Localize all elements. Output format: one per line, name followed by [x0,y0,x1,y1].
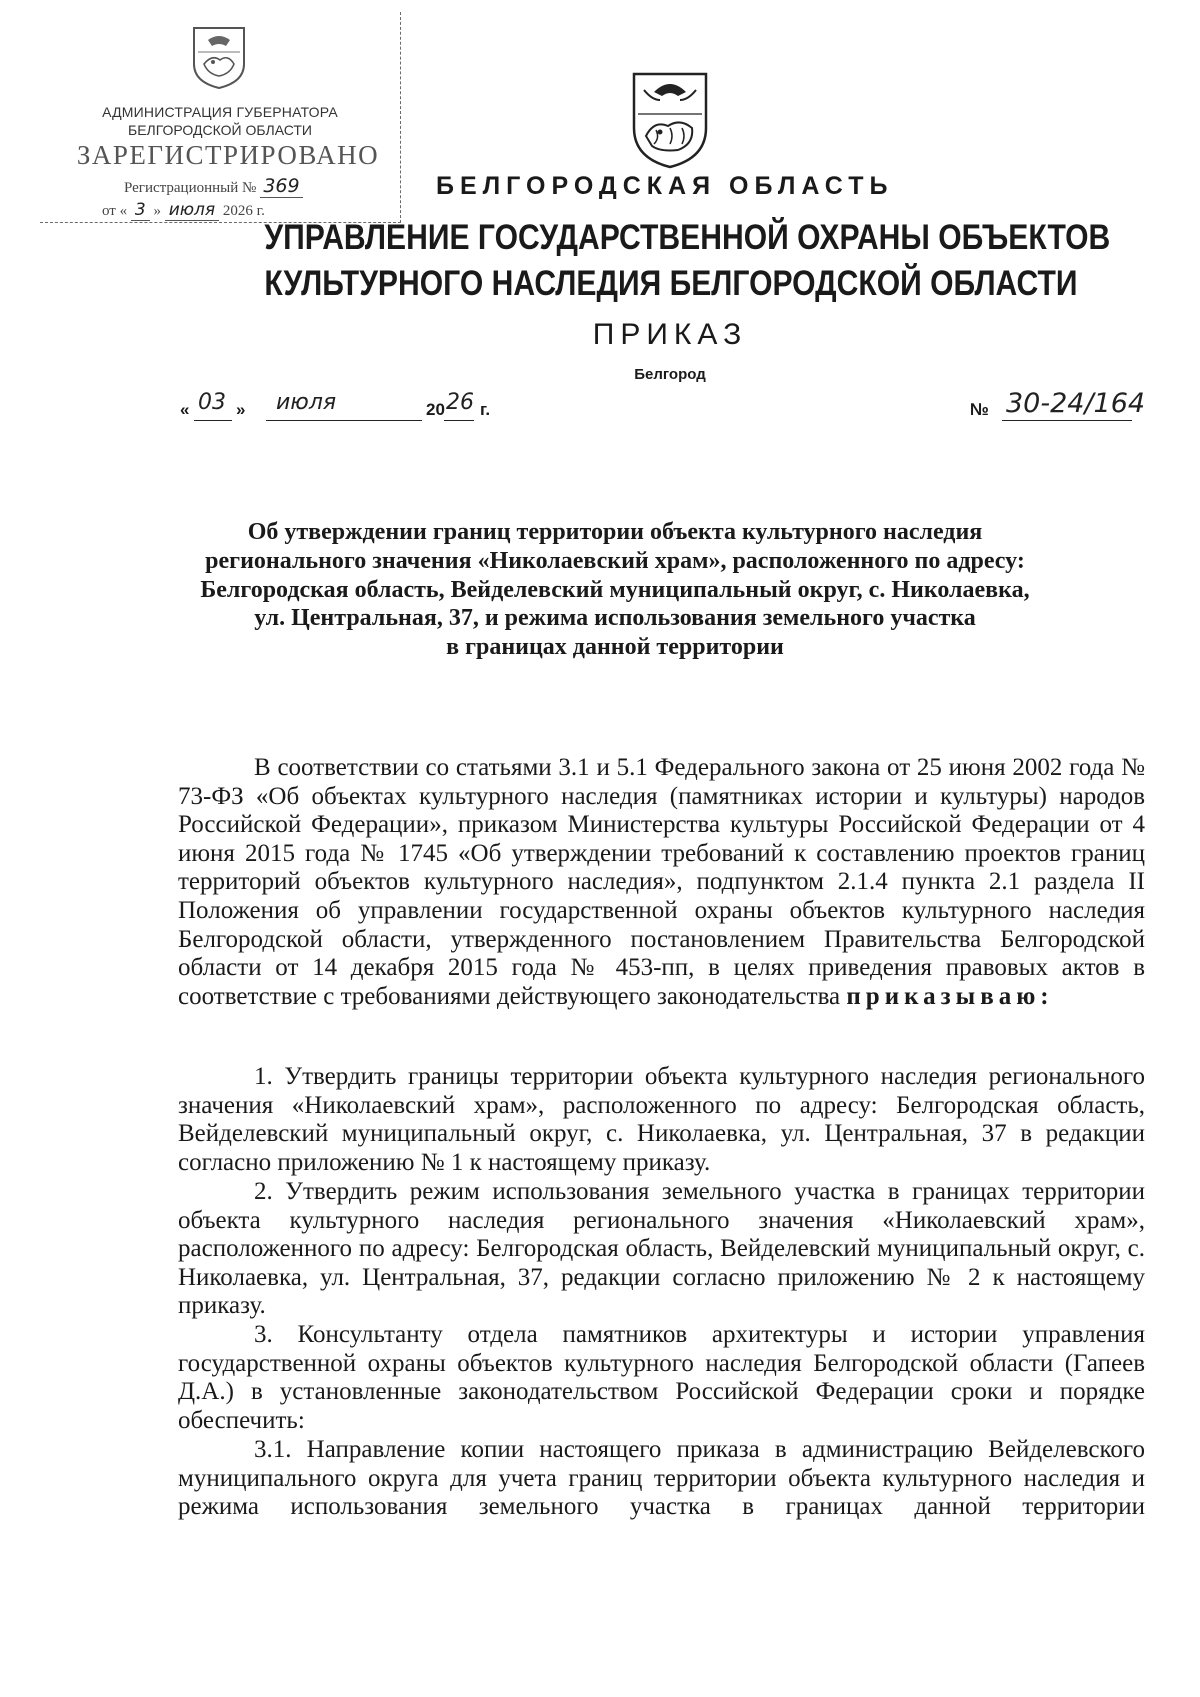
item-1-text: 1. Утвердить границы территории объекта культурного наследия регионального значения «Николаевский храм», расположенного по адресу: Белгородская область, Вейделевский муниципальный округ, с. Николаевка, ул. Центральная, 37 в редакции согласно приложению № 1 к настоящему приказу. [178,1063,1145,1176]
belgorod-coat-of-arms-icon [630,70,710,170]
order-title [170,518,1060,662]
city-name: Белгород [634,366,706,383]
stamp-reg-number [124,175,303,197]
date-day: 03 [198,390,226,415]
stamp-date-month: июля [165,200,219,221]
item-3-text: 3. Консультанту отдела памятников архитектуры и истории управления государственной охраны объектов культурного наследия Белгородской области (Гапеев Д.А.) в установленные законодательством Российской Федерации сроки и порядке обеспечить: [178,1321,1145,1434]
date-month-underline [266,420,422,421]
stamp-date-prefix: от « [102,203,128,219]
item-2 [178,1178,1145,1321]
stamp-reg-number-value: 369 [260,175,302,198]
stamp-reg-number-label: Регистрационный № [124,180,257,196]
item-2-text: 2. Утвердить режим использования земельного участка в границах территории объекта культурного наследия регионального значения «Николаевский храм», расположенного по адресу: Белгородская область, Вейделевский муниципальный округ, с. Николаевка, ул. Центральная, 37, редакции согласно приложению № 2 к настоящему приказу. [178,1178,1145,1320]
document-type: ПРИКАЗ [592,318,748,351]
stamp-date [102,200,265,220]
preamble-paragraph [178,754,1145,1011]
registration-stamp [40,12,401,223]
order-date [180,390,560,424]
stamp-line-2: БЕЛГОРОДСКОЙ ОБЛАСТИ [128,122,312,138]
coat-of-arms-icon [190,24,248,90]
preamble-text: В соответствии со статьями 3.1 и 5.1 Федерального закона от 25 июня 2002 года № 73-ФЗ «Об объектах культурного наследия (памятниках истории и культуры) народов Российской Федерации», приказом Министерства культуры Российской Федерации от 4 июня 2015 года № 1745 «Об утверждении требований к составлению проектов границ территорий объектов культурного наследия», подпунктом 2.1.4 пункта 2.1 раздела II Положения об управлении государственной охраны объектов культурного наследия Белгородской области, утвержденного постановлением Правительства Белгородской области от 14 декабря 2015 года № 453-пп, в целях приведения правовых актов в соответствие с требованиями действующего законодательства [178,754,1145,1010]
date-close-quote: » [236,400,246,419]
date-year-underline [444,420,474,421]
date-month: июля [276,390,337,415]
title-line-1: Об утверждении границ территории объекта культурного наследия [247,519,983,545]
region-name: БЕЛГОРОДСКАЯ ОБЛАСТЬ [436,172,894,200]
order-number [970,390,1170,424]
stamp-line-1: АДМИНИСТРАЦИЯ ГУБЕРНАТОРА [102,104,338,120]
title-line-2: регионального значения «Николаевский храм», расположенного по адресу: [205,547,1025,574]
order-word: приказываю: [846,982,1054,1010]
stamp-registered: ЗАРЕГИСТРИРОВАНО [76,140,380,170]
stamp-date-mid: » [153,203,161,219]
item-3-1-text: 3.1. Направление копии настоящего приказа в администрацию Вейделевского муниципального округа для учета границ территории объекта культурного наследия и режима использования земельного участка в границах данной территории [178,1436,1145,1521]
order-number-value: 30-24/164 [1006,388,1146,419]
stamp-date-year: 2026 г. [222,203,265,219]
org-name-line-1: УПРАВЛЕНИЕ ГОСУДАРСТВЕННОЙ ОХРАНЫ ОБЪЕКТОВ [264,218,1111,257]
item-3-1 [178,1436,1145,1522]
date-year-unit: г. [480,400,491,419]
order-number-label: № [970,400,989,419]
stamp-date-day: 3 [131,200,150,221]
date-day-underline [194,420,232,421]
item-3 [178,1321,1145,1435]
date-year-prefix: 20 [426,400,445,419]
date-year-suffix: 26 [446,390,474,415]
title-line-3: Белгородская область, Вейделевский муниципальный округ, с. Николаевка, [200,576,1030,603]
item-1 [178,1063,1145,1177]
date-open-quote: « [180,400,190,419]
title-line-5: в границах данной территории [446,634,784,661]
title-line-4: ул. Центральная, 37, и режима использования земельного участка [254,605,976,632]
org-name-line-2: КУЛЬТУРНОГО НАСЛЕДИЯ БЕЛГОРОДСКОЙ ОБЛАСТИ [264,264,1078,303]
order-number-underline [1002,420,1132,421]
